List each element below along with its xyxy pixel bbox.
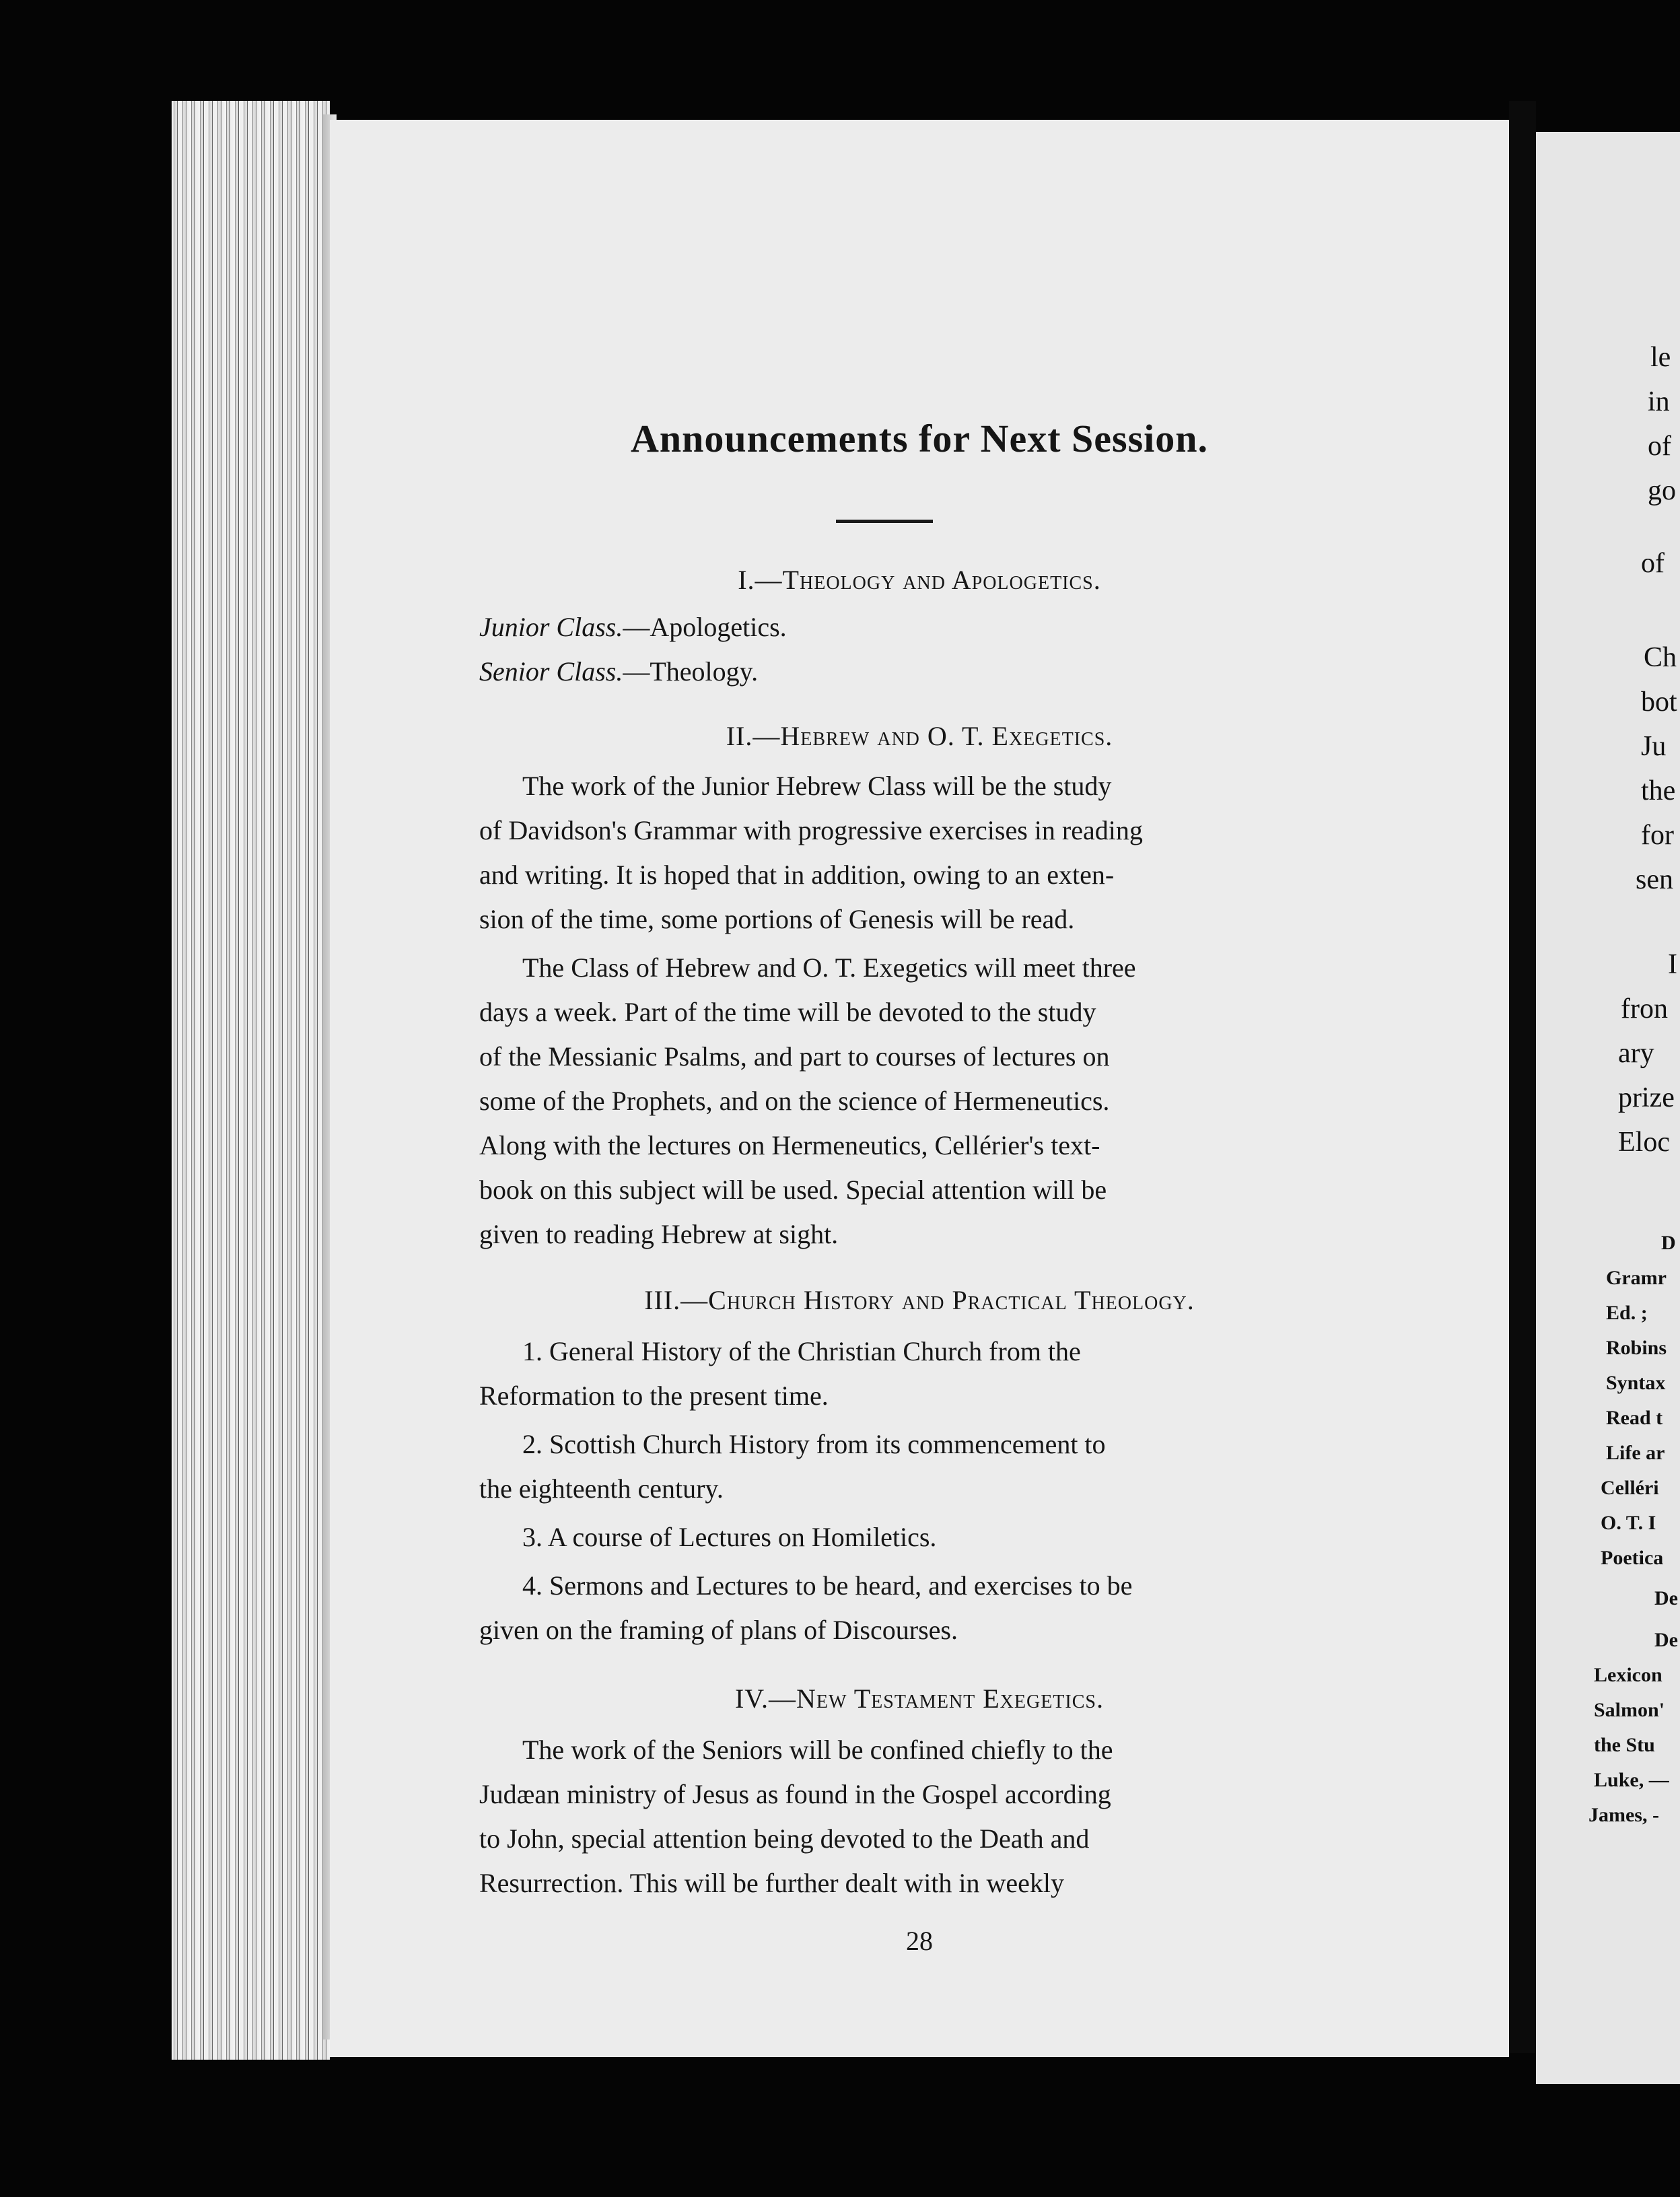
junior-class-text: —Apologetics.: [623, 612, 787, 642]
page-edges: [172, 101, 330, 2060]
s3-line: 2. Scottish Church History from its commencement to: [522, 1429, 1106, 1459]
s4-line: Resurrection. This will be further dealt with in weekly: [479, 1868, 1065, 1898]
right-small-fragment: D: [1661, 1232, 1676, 1254]
book-gutter: [1509, 101, 1536, 2053]
right-fragment: Eloc: [1618, 1127, 1670, 1158]
right-fragment: Ju: [1641, 731, 1667, 762]
section-heading-3: III.—Church History and Practical Theology.: [644, 1285, 1195, 1315]
right-fragment: ary: [1618, 1038, 1654, 1069]
right-fragment: sen: [1636, 864, 1673, 895]
s2-line: days a week. Part of the time will be devoted to the study: [479, 997, 1096, 1027]
right-small-fragment: Lexicon: [1594, 1664, 1663, 1686]
s2-line: some of the Prophets, and on the science of Hermeneutics.: [479, 1086, 1110, 1116]
s2-line: and writing. It is hoped that in addition, owing to an exten-: [479, 860, 1115, 890]
junior-class-line: [479, 611, 1368, 643]
right-small-fragment: Luke, —: [1594, 1769, 1669, 1791]
right-fragment: le: [1650, 342, 1671, 373]
right-small-fragment: Read t: [1606, 1407, 1663, 1429]
s3-line: the eighteenth century.: [479, 1473, 724, 1504]
right-fragment: go: [1648, 475, 1676, 506]
s4-line: to John, special attention being devoted to the Death and: [479, 1823, 1090, 1854]
right-small-fragment: Celléri: [1601, 1477, 1659, 1499]
s3-line: 3. A course of Lectures on Homiletics.: [522, 1522, 937, 1552]
right-small-fragment: Robins: [1606, 1337, 1667, 1359]
s3-line: 4. Sermons and Lectures to be heard, and exercises to be: [522, 1570, 1133, 1601]
right-small-fragment: O. T. I: [1601, 1512, 1656, 1534]
right-small-fragment: Gramr: [1606, 1267, 1667, 1289]
s3-line: 1. General History of the Christian Church from the: [522, 1336, 1081, 1366]
left-page: [330, 120, 1509, 2057]
right-fragment: Ch: [1644, 642, 1677, 673]
right-small-fragment: Salmon': [1594, 1699, 1665, 1721]
section-heading-4: IV.—New Testament Exegetics.: [734, 1683, 1105, 1714]
s3-line: Reformation to the present time.: [479, 1381, 829, 1411]
s2-line: The work of the Junior Hebrew Class will be the study: [522, 771, 1112, 801]
junior-class-label: Junior Class.: [479, 612, 623, 642]
right-small-fragment: De: [1654, 1629, 1678, 1651]
right-small-fragment: James, -: [1588, 1804, 1659, 1826]
senior-class-line: [479, 656, 1368, 687]
senior-class-text: —Theology.: [623, 656, 759, 687]
right-small-fragment: Life ar: [1606, 1442, 1665, 1464]
senior-class-label: Senior Class.: [479, 656, 623, 687]
right-fragment: the: [1641, 775, 1676, 806]
right-small-fragment: Syntax: [1606, 1372, 1666, 1394]
right-small-fragment: De: [1654, 1587, 1678, 1609]
title-rule: [836, 520, 933, 523]
s2-line: sion of the time, some portions of Genesis will be read.: [479, 904, 1075, 934]
right-fragment: fron: [1621, 993, 1668, 1024]
section-heading-2: II.—Hebrew and O. T. Exegetics.: [726, 721, 1113, 751]
right-small-fragment: Poetica: [1601, 1547, 1664, 1569]
right-fragment: prize: [1618, 1082, 1675, 1113]
right-page: [1536, 132, 1680, 2084]
s4-line: Judæan ministry of Jesus as found in the Gospel according: [479, 1779, 1111, 1809]
s2-line: The Class of Hebrew and O. T. Exegetics will meet three: [522, 952, 1136, 983]
right-fragment: for: [1641, 820, 1674, 851]
page-title: Announcements for Next Session.: [630, 417, 1209, 460]
s4-line: The work of the Seniors will be confined chiefly to the: [522, 1735, 1113, 1765]
right-fragment: of: [1641, 548, 1665, 579]
right-fragment: I: [1668, 949, 1677, 980]
right-small-fragment: Ed. ;: [1606, 1302, 1648, 1324]
s2-line: given to reading Hebrew at sight.: [479, 1219, 839, 1249]
right-fragment: of: [1648, 431, 1671, 462]
s2-line: Along with the lectures on Hermeneutics, Cellérier's text-: [479, 1130, 1100, 1160]
s2-line: book on this subject will be used. Special attention will be: [479, 1175, 1107, 1205]
page-number: 28: [906, 1926, 933, 1956]
s3-line: given on the framing of plans of Discourses.: [479, 1615, 958, 1645]
right-fragment: bot: [1641, 687, 1677, 718]
s2-line: of Davidson's Grammar with progressive exercises in reading: [479, 815, 1143, 845]
s2-line: of the Messianic Psalms, and part to courses of lectures on: [479, 1041, 1110, 1072]
section-heading-1: I.—Theology and Apologetics.: [738, 565, 1101, 595]
right-fragment: in: [1648, 386, 1670, 417]
right-small-fragment: the Stu: [1594, 1734, 1655, 1756]
